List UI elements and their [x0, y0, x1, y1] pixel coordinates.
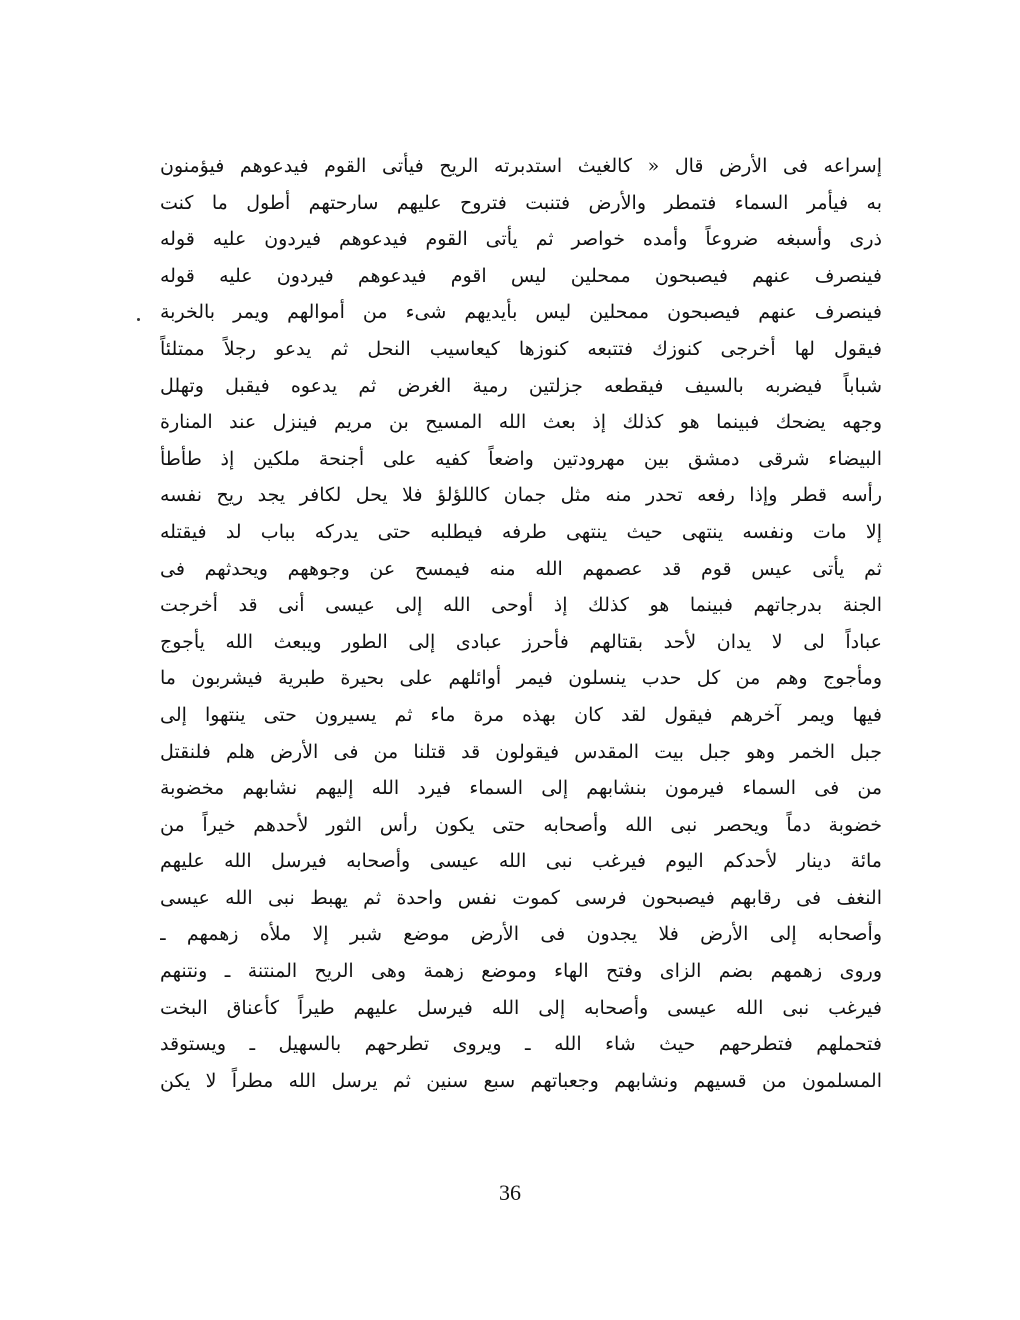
page-number: 36	[499, 1180, 521, 1205]
text-line: خضوبة دماً ويحصر نبى الله وأصحابه حتى يكون رأس الثور لأحدهم خيراً من	[160, 813, 882, 836]
text-line: ومأجوج وهم من كل حدب ينسلون فيمر أوائلهم على بحيرة طبرية فيشربون ما	[160, 667, 882, 690]
text-line: رأسه قطر وإذا رفعه تحدر منه مثل جمان كاللؤلؤ فلا يحل لكافر يجد ريح نفسه	[160, 484, 882, 507]
text-line: به فيأمر السماء فتمطر والأرض فتنبت فتروح عليهم سارحتهم أطول ما كنت	[160, 191, 882, 214]
text-line: ثم يأتى عيس قوم قد عصمهم الله منه فيمسح عن وجوههم ويحدثهم فى	[160, 557, 882, 580]
text-line: البيضاء شرقى دمشق بين مهرودتين واضعاً كفيه على أجنحة ملكين إذ طأطأ	[160, 447, 882, 470]
text-line: وروى زهمهم بضم الزاى وفتح الهاء وموضع زهمة وهى الريح المنتنة ـ ونتنهم	[160, 960, 882, 983]
text-line: الجنة بدرجاتهم فبينما هو كذلك إذ أوحى الله إلى عيسى أنى قد أخرجت	[160, 594, 882, 617]
text-line: وأصحابه إلى الأرض فلا يجدون فى الأرض موضع شبر إلا ملأه زهمهم ـ	[160, 923, 882, 946]
text-line: شباباً فيضربه بالسيف فيقطعه جزلتين رمية الغرض ثم يدعوه فيقبل وتهلل	[160, 374, 882, 397]
text-line: المسلمون من قسيهم ونشابهم وجعباتهم سبع سنين ثم يرسل الله مطراً لا يكن	[160, 1069, 882, 1092]
text-line: فينصرف عنهم فيصبحون ممحلين ليس اقوم فيدعوهم فيردون عليه قوله	[160, 264, 882, 287]
text-line: إسراعه فى الأرض قال « كالغيث استدبرته الريح فيأتى القوم فيدعوهم فيؤمنون	[160, 155, 882, 177]
text-line: جبل الخمر وهو جبل بيت المقدس فيقولون قد قتلنا من فى الأرض هلم فلنقتل	[160, 740, 882, 763]
text-line: ذرى وأسبغه ضروعاً وأمده خواصر ثم يأتى القوم فيدعوهم فيردون عليه قوله	[160, 228, 882, 251]
text-line: عباداً لى لا يدان لأحد بقتالهم فأحرز عبادى إلى الطور ويبعث الله يأجوج	[160, 630, 882, 653]
stray-ink-mark	[137, 318, 140, 321]
text-line: مائة دينار لأحدكم اليوم فيرغب نبى الله عيسى وأصحابه فيرسل الله عليهم	[160, 850, 882, 873]
text-line: من فى السماء فيرمون بنشابهم إلى السماء فيرد الله إليهم نشابهم مخضوبة	[160, 777, 882, 800]
text-line: فتحملهم فتطرحهم حيث شاء الله ـ ويروى تطرحهم بالسهيل ـ ويستوقد	[160, 1033, 882, 1056]
text-line: إلا مات ونفسه ينتهى حيث ينتهى طرفه فيطلبه حتى يدركه بباب لد فيقتله	[160, 520, 882, 543]
text-line: وجهه يضحك فبينما هو كذلك إذ بعث الله المسيح بن مريم فينزل عند المنارة	[160, 411, 882, 434]
text-line: فينصرف عنهم فيصبحون ممحلين ليس بأيديهم شىء من أموالهم ويمر بالخربة	[160, 301, 882, 324]
text-line: النغف فى رقابهم فيصبحون فرسى كموت نفس واحدة ثم يهبط نبى الله عيسى	[160, 886, 882, 909]
text-line: فيرغب نبى الله عيسى وأصحابه إلى الله فيرسل عليهم طيراً كأعناق البخت	[160, 996, 882, 1019]
text-line: فيقول لها أخرجى كنوزك فتتبعه كنوزها كيعاسيب النحل ثم يدعو رجلاً ممتلئاً	[160, 337, 882, 360]
text-line: فيها ويمر آخرهم فيقول لقد كان بهذه مرة ماء ثم يسيرون حتى ينتهوا إلى	[160, 703, 882, 726]
body-text	[160, 148, 882, 1099]
